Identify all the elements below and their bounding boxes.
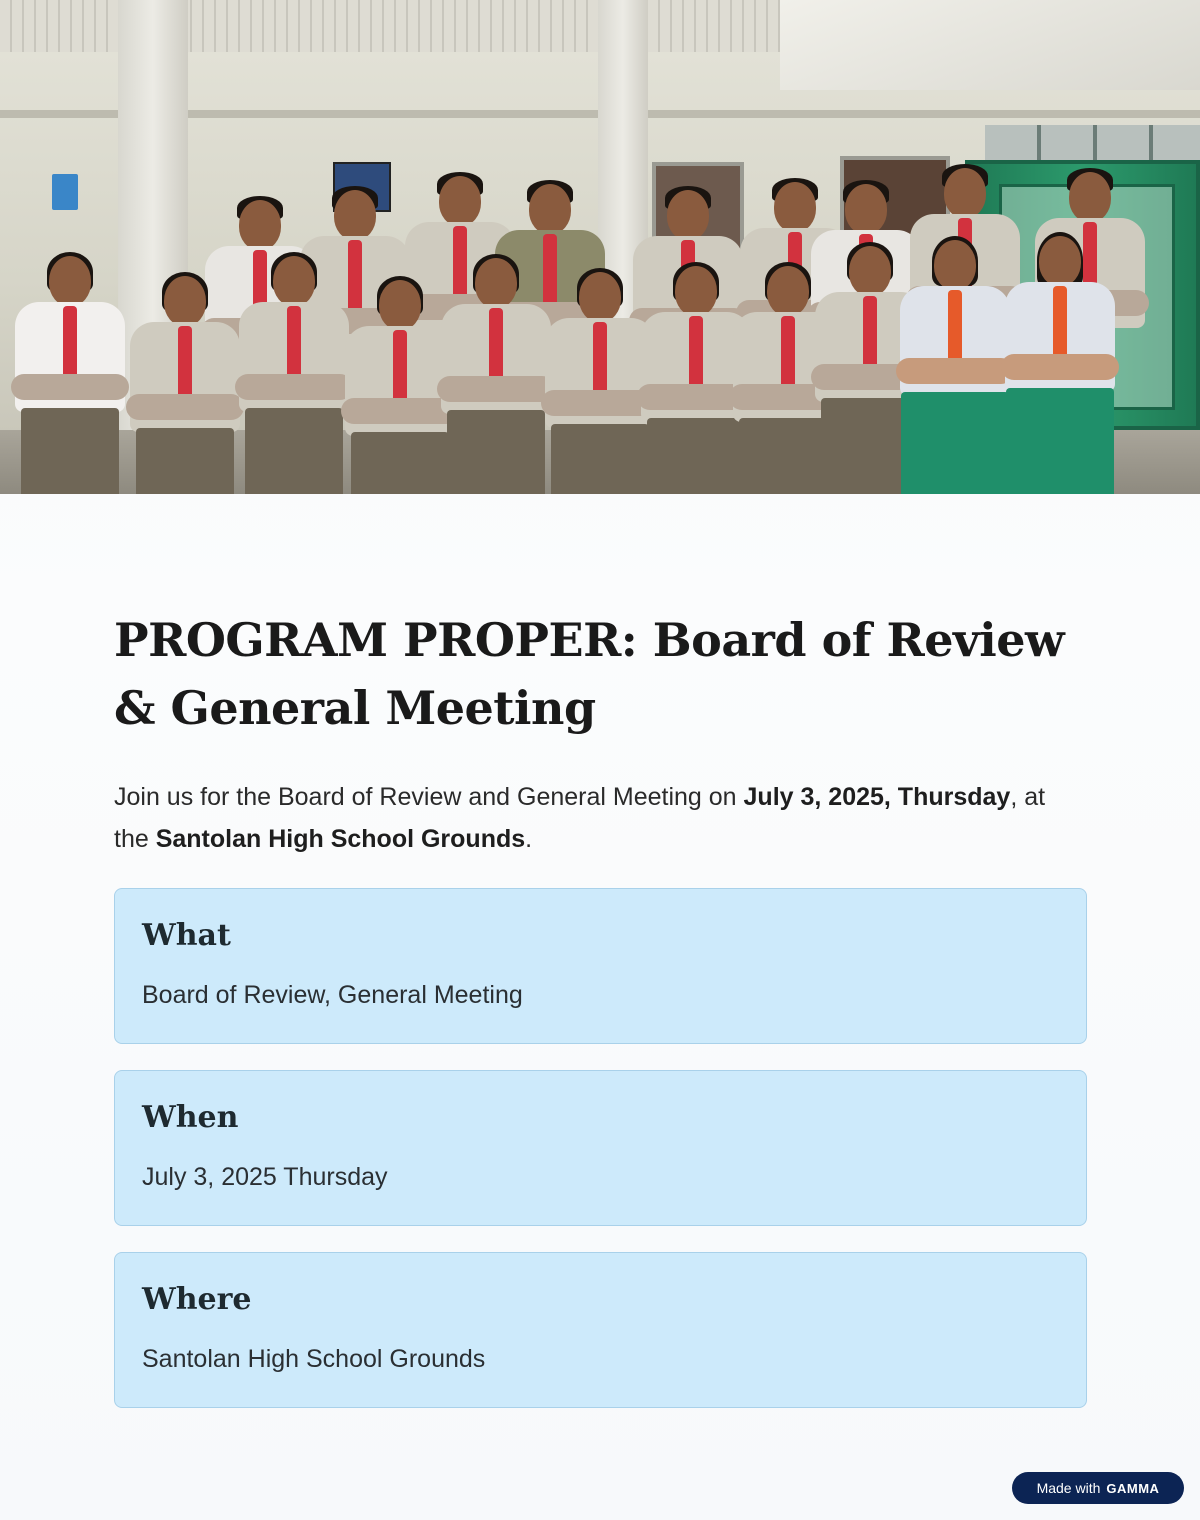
intro-date: July 3, 2025, Thursday xyxy=(743,783,1011,811)
person xyxy=(234,256,354,494)
where-card-title: Where xyxy=(142,1282,252,1317)
made-with-gamma-badge[interactable] xyxy=(1012,1472,1184,1504)
person xyxy=(1000,236,1120,494)
intro-location: Santolan High School Grounds xyxy=(155,825,526,853)
person xyxy=(125,276,245,494)
when-card xyxy=(114,1070,1087,1226)
page-title: PROGRAM PROPER: Board of Review & General Meeting xyxy=(114,613,1065,735)
intro-text: . xyxy=(525,825,533,853)
restroom-sign-icon xyxy=(52,174,78,210)
intro-paragraph xyxy=(114,776,1074,860)
intro-text: , at the xyxy=(114,783,1046,853)
person xyxy=(895,240,1015,494)
intro-text: Join us for the Board of Review and General Meeting on xyxy=(114,783,744,811)
when-card-body: July 3, 2025 Thursday xyxy=(142,1163,388,1191)
window-strip xyxy=(985,125,1200,160)
person xyxy=(10,256,130,494)
ceiling-corner xyxy=(780,0,1200,90)
what-card-body: Board of Review, General Meeting xyxy=(142,981,523,1009)
person xyxy=(436,258,556,494)
where-card-body: Santolan High School Grounds xyxy=(142,1345,486,1373)
what-card xyxy=(114,888,1087,1044)
gamma-logo: GAMMA xyxy=(1106,1480,1160,1496)
where-card xyxy=(114,1252,1087,1408)
when-card-title: When xyxy=(142,1100,239,1135)
what-card-title: What xyxy=(142,918,231,953)
hero-photo xyxy=(0,0,1200,494)
badge-prefix: Made with xyxy=(1036,1480,1101,1496)
